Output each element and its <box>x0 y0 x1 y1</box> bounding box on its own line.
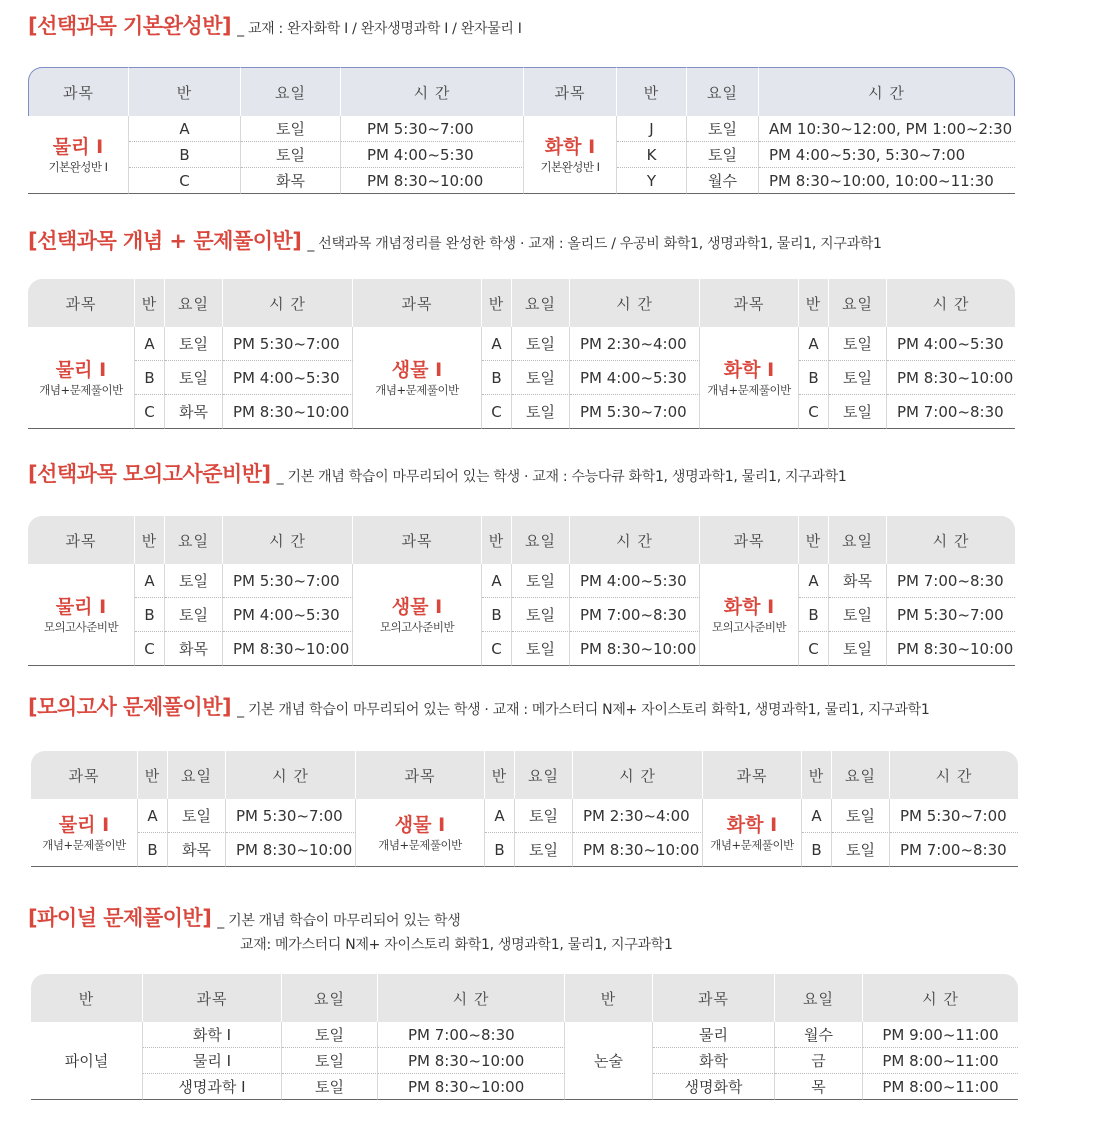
table-row <box>28 598 1015 632</box>
time-cell: PM 8:30~10:00 <box>887 361 1015 395</box>
time-cell: PM 8:30~10:00, 10:00~11:30 <box>759 168 1015 194</box>
table-row <box>31 833 1018 867</box>
header-subject: 과목 <box>31 751 138 799</box>
section-3-title: [선택과목 모의고사준비반] _ 기본 개념 학습이 마무리되어 있는 학생 · 교재 : 수능다큐 화학1, 생명과학1, 물리1, 지구과학1 <box>28 462 847 486</box>
header-time: 시 간 <box>890 751 1018 799</box>
subject-cell: 물리 <box>653 1022 775 1048</box>
class-cell: B <box>135 598 165 632</box>
subject-cell: 화학 <box>653 1048 775 1074</box>
day-cell: 화목 <box>165 395 223 429</box>
day-cell: 토일 <box>165 564 223 598</box>
concept-problem-class-schedule-table <box>28 279 1015 429</box>
class-cell: A <box>138 799 168 833</box>
day-cell: 토일 <box>165 598 223 632</box>
header-class: 반 <box>617 67 687 116</box>
day-cell: 토일 <box>512 632 570 666</box>
time-cell: PM 7:00~8:30 <box>890 833 1018 867</box>
class-cell: B <box>482 598 512 632</box>
header-day: 요일 <box>829 279 887 327</box>
header-time: 시 간 <box>226 751 356 799</box>
day-cell: 토일 <box>832 833 890 867</box>
time-cell: PM 5:30~7:00 <box>570 395 700 429</box>
day-cell: 월수 <box>775 1022 863 1048</box>
class-cell: A <box>135 327 165 361</box>
section-5-textbook: 교재: 메가스터디 N제+ 자이스토리 화학1, 생명과학1, 물리1, 지구과학1 <box>240 937 673 953</box>
header-class: 반 <box>135 516 165 564</box>
section-2-title: [선택과목 개념 + 문제풀이반] _ 선택과목 개념정리를 완성한 학생 · 교재 : 올리드 / 우공비 화학1, 생명과학1, 물리1, 지구과학1 <box>28 229 882 253</box>
time-cell: PM 8:30~10:00 <box>887 632 1015 666</box>
time-cell: PM 8:30~10:00 <box>378 1048 565 1074</box>
class-cell: A <box>802 799 832 833</box>
class-cell: C <box>135 632 165 666</box>
time-cell: PM 8:30~10:00 <box>223 632 353 666</box>
day-cell: 토일 <box>515 833 573 867</box>
subject-cell: 물리 I 기본완성반 I <box>28 116 129 194</box>
section-4-title: [모의고사 문제풀이반] _ 기본 개념 학습이 마무리되어 있는 학생 · 교재 : 메가스터디 N제+ 자이스토리 화학1, 생명과학1, 물리1, 지구과학1 <box>28 695 930 719</box>
header-time: 시 간 <box>570 279 700 327</box>
subject-cell: 화학 I 개념+문제풀이반 <box>703 799 802 867</box>
day-cell: 토일 <box>282 1048 378 1074</box>
time-cell: PM 2:30~4:00 <box>570 327 700 361</box>
header-subject: 과목 <box>703 751 802 799</box>
table-row <box>28 327 1015 361</box>
header-day: 요일 <box>165 516 223 564</box>
table-row <box>28 632 1015 666</box>
header-day: 요일 <box>832 751 890 799</box>
day-cell: 목 <box>775 1074 863 1100</box>
day-cell: 화목 <box>829 564 887 598</box>
day-cell: 토일 <box>241 116 341 142</box>
header-time: 시 간 <box>223 516 353 564</box>
time-cell: PM 5:30~7:00 <box>890 799 1018 833</box>
header-subject: 과목 <box>353 279 482 327</box>
header-class: 반 <box>802 751 832 799</box>
class-cell: A <box>799 327 829 361</box>
time-cell: PM 4:00~5:30, 5:30~7:00 <box>759 142 1015 168</box>
class-cell: C <box>129 168 241 194</box>
header-time: 시 간 <box>573 751 703 799</box>
time-cell: PM 8:00~11:00 <box>863 1048 1018 1074</box>
header-subject: 과목 <box>28 516 135 564</box>
day-cell: 토일 <box>687 142 759 168</box>
day-cell: 토일 <box>829 632 887 666</box>
class-cell: B <box>135 361 165 395</box>
subject-cell: 물리 I 모의고사준비반 <box>28 564 135 666</box>
header-day: 요일 <box>241 67 341 116</box>
table-row <box>31 799 1018 833</box>
time-cell: PM 8:30~10:00 <box>226 833 356 867</box>
day-cell: 토일 <box>687 116 759 142</box>
day-cell: 토일 <box>515 799 573 833</box>
class-cell: B <box>799 598 829 632</box>
time-cell: PM 9:00~11:00 <box>863 1022 1018 1048</box>
subject-cell: 화학 I <box>143 1022 282 1048</box>
time-cell: PM 7:00~8:30 <box>887 395 1015 429</box>
header-subject: 과목 <box>356 751 485 799</box>
time-cell: PM 8:30~10:00 <box>570 632 700 666</box>
header-class: 반 <box>129 67 241 116</box>
class-cell: J <box>617 116 687 142</box>
table-row <box>28 116 1015 142</box>
header-day: 요일 <box>165 279 223 327</box>
header-time: 시 간 <box>341 67 524 116</box>
day-cell: 토일 <box>832 799 890 833</box>
header-day: 요일 <box>687 67 759 116</box>
day-cell: 토일 <box>512 395 570 429</box>
day-cell: 월수 <box>687 168 759 194</box>
day-cell: 토일 <box>512 564 570 598</box>
subject-cell: 화학 I 개념+문제풀이반 <box>700 327 799 429</box>
header-subject: 과목 <box>700 516 799 564</box>
header-day: 요일 <box>168 751 226 799</box>
day-cell: 토일 <box>168 799 226 833</box>
time-cell: PM 4:00~5:30 <box>341 142 524 168</box>
class-cell: B <box>129 142 241 168</box>
header-subject: 과목 <box>28 67 129 116</box>
header-class: 반 <box>799 279 829 327</box>
class-cell: B <box>138 833 168 867</box>
header-class: 반 <box>31 974 143 1022</box>
header-day: 요일 <box>512 516 570 564</box>
class-cell: C <box>135 395 165 429</box>
mock-exam-prep-schedule-table <box>28 516 1015 666</box>
subject-cell: 물리 I 개념+문제풀이반 <box>28 327 135 429</box>
header-day: 요일 <box>829 516 887 564</box>
header-class: 반 <box>482 516 512 564</box>
header-class: 반 <box>565 974 653 1022</box>
class-cell: A <box>129 116 241 142</box>
time-cell: PM 4:00~5:30 <box>570 361 700 395</box>
header-class: 반 <box>799 516 829 564</box>
basic-class-schedule-table <box>28 67 1015 194</box>
class-cell: C <box>799 632 829 666</box>
class-cell: A <box>135 564 165 598</box>
time-cell: PM 2:30~4:00 <box>573 799 703 833</box>
time-cell: PM 8:30~10:00 <box>573 833 703 867</box>
final-class-schedule-table <box>31 974 1018 1100</box>
time-cell: PM 5:30~7:00 <box>887 598 1015 632</box>
time-cell: PM 8:00~11:00 <box>863 1074 1018 1100</box>
header-day: 요일 <box>775 974 863 1022</box>
class-group-cell: 파이널 <box>31 1022 143 1100</box>
subject-cell: 물리 I 개념+문제풀이반 <box>31 799 138 867</box>
day-cell: 토일 <box>282 1022 378 1048</box>
header-subject: 과목 <box>524 67 617 116</box>
section-1-title: [선택과목 기본완성반] _ 교재 : 완자화학 I / 완자생명과학 I / 완자물리 I <box>28 14 522 38</box>
header-subject: 과목 <box>700 279 799 327</box>
header-day: 요일 <box>515 751 573 799</box>
header-time: 시 간 <box>863 974 1018 1022</box>
day-cell: 화목 <box>168 833 226 867</box>
subject-cell: 생물 I 모의고사준비반 <box>353 564 482 666</box>
subject-cell: 화학 I 기본완성반 I <box>524 116 617 194</box>
day-cell: 화목 <box>165 632 223 666</box>
subject-cell: 생물 I 개념+문제풀이반 <box>356 799 485 867</box>
table-row <box>31 1048 1018 1074</box>
header-class: 반 <box>482 279 512 327</box>
header-day: 요일 <box>282 974 378 1022</box>
table-row <box>31 1074 1018 1100</box>
header-class: 반 <box>135 279 165 327</box>
time-cell: PM 5:30~7:00 <box>223 564 353 598</box>
class-cell: C <box>799 395 829 429</box>
day-cell: 토일 <box>829 327 887 361</box>
day-cell: 토일 <box>512 361 570 395</box>
header-time: 시 간 <box>223 279 353 327</box>
class-cell: K <box>617 142 687 168</box>
mock-exam-problem-schedule-table <box>31 751 1018 867</box>
day-cell: 토일 <box>241 142 341 168</box>
table-row <box>28 395 1015 429</box>
class-cell: Y <box>617 168 687 194</box>
class-cell: C <box>482 632 512 666</box>
time-cell: PM 5:30~7:00 <box>226 799 356 833</box>
class-cell: A <box>482 327 512 361</box>
day-cell: 화목 <box>241 168 341 194</box>
header-time: 시 간 <box>887 279 1015 327</box>
class-cell: B <box>802 833 832 867</box>
time-cell: PM 4:00~5:30 <box>887 327 1015 361</box>
table-row <box>28 564 1015 598</box>
time-cell: PM 8:30~10:00 <box>341 168 524 194</box>
subject-cell: 생명과학 I <box>143 1074 282 1100</box>
header-subject: 과목 <box>28 279 135 327</box>
table-row <box>31 1022 1018 1048</box>
class-cell: B <box>799 361 829 395</box>
day-cell: 금 <box>775 1048 863 1074</box>
header-class: 반 <box>485 751 515 799</box>
table-row <box>28 142 1015 168</box>
time-cell: PM 5:30~7:00 <box>223 327 353 361</box>
header-time: 시 간 <box>570 516 700 564</box>
header-day: 요일 <box>512 279 570 327</box>
class-cell: A <box>482 564 512 598</box>
day-cell: 토일 <box>165 327 223 361</box>
day-cell: 토일 <box>512 327 570 361</box>
day-cell: 토일 <box>165 361 223 395</box>
day-cell: 토일 <box>829 395 887 429</box>
time-cell: PM 4:00~5:30 <box>223 361 353 395</box>
header-time: 시 간 <box>887 516 1015 564</box>
class-cell: B <box>485 833 515 867</box>
day-cell: 토일 <box>829 598 887 632</box>
subject-cell: 물리 I <box>143 1048 282 1074</box>
table-row <box>28 361 1015 395</box>
day-cell: 토일 <box>829 361 887 395</box>
time-cell: PM 8:30~10:00 <box>378 1074 565 1100</box>
class-cell: A <box>485 799 515 833</box>
day-cell: 토일 <box>512 598 570 632</box>
subject-cell: 생명화학 <box>653 1074 775 1100</box>
time-cell: PM 7:00~8:30 <box>570 598 700 632</box>
class-cell: C <box>482 395 512 429</box>
table-row <box>28 168 1015 194</box>
header-time: 시 간 <box>759 67 1015 116</box>
subject-cell: 생물 I 개념+문제풀이반 <box>353 327 482 429</box>
time-cell: PM 4:00~5:30 <box>223 598 353 632</box>
time-cell: PM 5:30~7:00 <box>341 116 524 142</box>
section-5-title: [파이널 문제풀이반] _ 기본 개념 학습이 마무리되어 있는 학생 <box>28 906 461 930</box>
header-subject: 과목 <box>353 516 482 564</box>
header-class: 반 <box>138 751 168 799</box>
subject-cell: 화학 I 모의고사준비반 <box>700 564 799 666</box>
class-cell: A <box>799 564 829 598</box>
header-time: 시 간 <box>378 974 565 1022</box>
time-cell: PM 7:00~8:30 <box>887 564 1015 598</box>
day-cell: 토일 <box>282 1074 378 1100</box>
header-subject: 과목 <box>653 974 775 1022</box>
time-cell: PM 8:30~10:00 <box>223 395 353 429</box>
time-cell: AM 10:30~12:00, PM 1:00~2:30 <box>759 116 1015 142</box>
time-cell: PM 7:00~8:30 <box>378 1022 565 1048</box>
time-cell: PM 4:00~5:30 <box>570 564 700 598</box>
header-subject: 과목 <box>143 974 282 1022</box>
class-cell: B <box>482 361 512 395</box>
class-group-cell: 논술 <box>565 1022 653 1100</box>
